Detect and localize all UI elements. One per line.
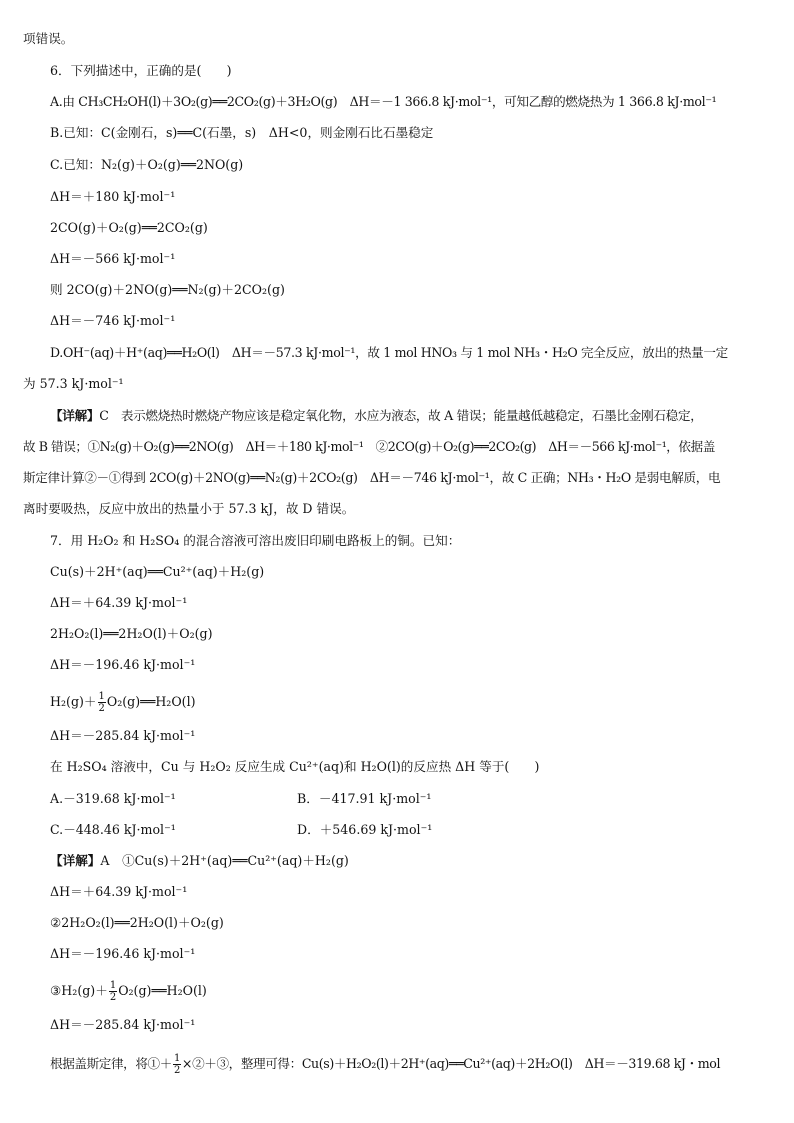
answer-explanation-6 bbox=[50, 408, 703, 424]
option-a: A.－319.68 kJ·mol⁻¹ bbox=[50, 791, 176, 806]
text-span: C 表示燃烧热时燃烧产物应该是稳定氧化物，水应为液态，故 A 错误；能量越低越稳定，石墨比金刚石稳定， bbox=[99, 408, 703, 423]
enthalpy-line: ΔH＝－196.46 kJ·mol⁻¹ bbox=[50, 946, 196, 961]
equation-line: 则 2CO(g)＋2NO(g)══N₂(g)＋2CO₂(g) bbox=[50, 282, 285, 297]
option-c: C.－448.46 kJ·mol⁻¹ bbox=[50, 822, 176, 837]
enthalpy-line: ΔH＝－196.46 kJ·mol⁻¹ bbox=[50, 657, 196, 672]
fraction-numerator: 1 bbox=[98, 691, 105, 702]
text-line: 斯定律计算②－①得到 2CO(g)＋2NO(g)══N₂(g)＋2CO₂(g) ΔH＝－746 kJ·mol⁻¹，故 C 正确；NH₃・H₂O 是弱电解质，电 bbox=[23, 470, 721, 485]
option-d: D.OH⁻(aq)＋H⁺(aq)══H₂O(l) ΔH＝－57.3 kJ·mol⁻¹，故 1 mol HNO₃ 与 1 mol NH₃・H₂O 完全反应，放出的热量一定 bbox=[50, 345, 728, 360]
enthalpy-line: ΔH＝－746 kJ·mol⁻¹ bbox=[50, 313, 176, 328]
answer-explanation-7 bbox=[50, 853, 349, 869]
enthalpy-line: ΔH＝＋64.39 kJ·mol⁻¹ bbox=[50, 884, 188, 899]
enthalpy-line: ΔH＝＋64.39 kJ·mol⁻¹ bbox=[50, 595, 188, 610]
enthalpy-line: ΔH＝－285.84 kJ·mol⁻¹ bbox=[50, 1017, 196, 1032]
option-b: B.已知：C(金刚石，s)══C(石墨，s) ΔH<0，则金刚石比石墨稳定 bbox=[50, 125, 434, 140]
enthalpy-line: ΔH＝－566 kJ·mol⁻¹ bbox=[50, 251, 176, 266]
text-line: 为 57.3 kJ·mol⁻¹ bbox=[23, 376, 124, 391]
fraction bbox=[98, 691, 106, 714]
question-6-stem: 6．下列描述中，正确的是( ) bbox=[50, 63, 232, 78]
equation-line: 2CO(g)＋O₂(g)══2CO₂(g) bbox=[50, 220, 208, 235]
fraction-denominator: 2 bbox=[109, 992, 117, 1003]
fraction bbox=[109, 980, 117, 1003]
option-b: B．－417.91 kJ·mol⁻¹ bbox=[297, 791, 432, 806]
detail-tag: 【详解】 bbox=[50, 853, 101, 868]
enthalpy-line: ΔH＝－285.84 kJ·mol⁻¹ bbox=[50, 728, 196, 743]
text-span: H₂(g)＋ bbox=[50, 694, 97, 709]
question-7-stem: 7．用 H₂O₂ 和 H₂SO₄ 的混合溶液可溶出废旧印刷电路板上的铜。已知： bbox=[50, 533, 461, 548]
text-line: 故 B 错误；①N₂(g)＋O₂(g)══2NO(g) ΔH＝＋180 kJ·mol⁻¹ ②2CO(g)＋O₂(g)══2CO₂(g) ΔH＝－566 kJ·mol⁻¹，依据盖 bbox=[23, 439, 715, 454]
text-line: 离时要吸热，反应中放出的热量小于 57.3 kJ，故 D 错误。 bbox=[23, 501, 355, 516]
question-7-ask: 在 H₂SO₄ 溶液中，Cu 与 H₂O₂ 反应生成 Cu²⁺(aq)和 H₂O(l)的反应热 ΔH 等于( ) bbox=[50, 759, 540, 774]
detail-tag: 【详解】 bbox=[50, 408, 100, 423]
text-line: 项错误。 bbox=[23, 31, 74, 46]
option-a: A.由 CH₃CH₂OH(l)＋3O₂(g)══2CO₂(g)＋3H₂O(g) ΔH＝－1 366.8 kJ·mol⁻¹，可知乙醇的燃烧热为 1 366.8 kJ·mol⁻¹ bbox=[50, 94, 717, 109]
fraction bbox=[173, 1053, 181, 1076]
text-span: ③H₂(g)＋ bbox=[50, 983, 108, 998]
text-span: O₂(g)══H₂O(l) bbox=[118, 983, 207, 998]
enthalpy-line: ΔH＝＋180 kJ·mol⁻¹ bbox=[50, 189, 176, 204]
text-span: A ①Cu(s)＋2H⁺(aq)══Cu²⁺(aq)＋H₂(g) bbox=[100, 853, 349, 868]
text-span: ×②＋③，整理可得：Cu(s)＋H₂O₂(l)＋2H⁺(aq)══Cu²⁺(aq)＋2H₂O(l) ΔH＝－319.68 kJ・mol bbox=[181, 1056, 721, 1071]
equation-line: Cu(s)＋2H⁺(aq)══Cu²⁺(aq)＋H₂(g) bbox=[50, 564, 265, 579]
equation-line bbox=[50, 977, 207, 1005]
text-span: 根据盖斯定律，将①＋ bbox=[50, 1056, 172, 1071]
equation-line: ②2H₂O₂(l)══2H₂O(l)＋O₂(g) bbox=[50, 915, 224, 930]
option-c: C.已知：N₂(g)＋O₂(g)══2NO(g) bbox=[50, 157, 244, 172]
text-span: O₂(g)══H₂O(l) bbox=[106, 694, 196, 709]
conclusion-line bbox=[50, 1050, 720, 1078]
equation-line bbox=[50, 688, 196, 716]
fraction-denominator: 2 bbox=[98, 703, 105, 714]
fraction-denominator: 2 bbox=[173, 1065, 180, 1076]
fraction-numerator: 1 bbox=[109, 980, 117, 991]
option-d: D．＋546.69 kJ·mol⁻¹ bbox=[297, 822, 433, 837]
fraction-numerator: 1 bbox=[173, 1053, 180, 1064]
equation-line: 2H₂O₂(l)══2H₂O(l)＋O₂(g) bbox=[50, 626, 213, 641]
